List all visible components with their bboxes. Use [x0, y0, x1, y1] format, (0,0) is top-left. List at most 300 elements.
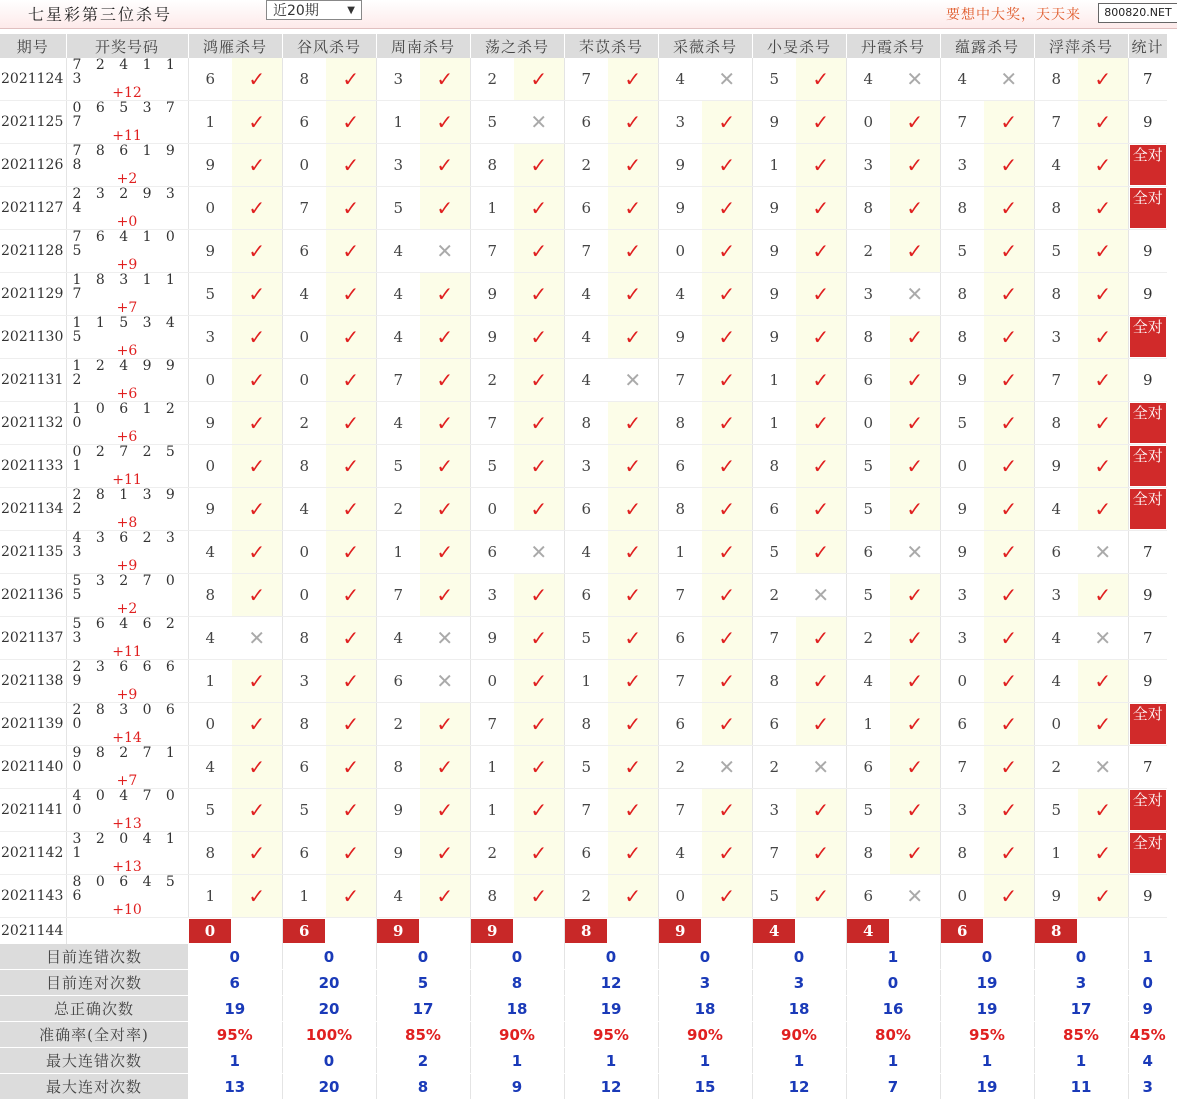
kill-number: 2: [470, 359, 514, 402]
check-icon: ✓: [890, 445, 940, 488]
kill-number: 1: [846, 703, 890, 746]
kill-number: 8: [376, 746, 420, 789]
check-icon: ✓: [608, 316, 658, 359]
check-icon: ✓: [702, 703, 752, 746]
kill-number: 7: [470, 230, 514, 273]
check-icon: ✓: [608, 187, 658, 230]
draw-offset: +13: [112, 816, 142, 832]
kill-number: 0: [658, 875, 702, 918]
check-icon: ✓: [1078, 488, 1128, 531]
current-spacer: [608, 918, 658, 945]
draw-offset: +9: [116, 558, 138, 574]
kill-number: 5: [188, 273, 232, 316]
current-kill-cell: [1034, 918, 1078, 945]
summary-label: 总正确次数: [0, 996, 188, 1022]
check-icon: ✓: [1078, 660, 1128, 703]
kill-number: 5: [752, 58, 796, 101]
stat-cell: 9: [1128, 101, 1167, 144]
summary-row: [0, 1022, 1167, 1048]
kill-number: 6: [470, 531, 514, 574]
cross-icon: ✕: [1078, 746, 1128, 789]
top-bar: [0, 0, 1177, 29]
check-icon: ✓: [232, 359, 282, 402]
table-row: [0, 359, 1167, 402]
kill-number: 9: [188, 488, 232, 531]
check-icon: ✓: [984, 230, 1034, 273]
issue-number: 2021135: [0, 531, 66, 574]
draw-digits: 7 8 6 1 9 8: [72, 143, 180, 173]
check-icon: ✓: [608, 574, 658, 617]
check-icon: ✓: [1078, 316, 1128, 359]
kill-number: 8: [188, 574, 232, 617]
summary-value: 95%: [188, 1022, 282, 1048]
check-icon: ✓: [326, 746, 376, 789]
draw-digits: 4 3 6 2 3 3: [72, 530, 180, 560]
summary-value: 1: [846, 1048, 940, 1074]
draw-numbers: [66, 445, 188, 488]
issue-number: 2021134: [0, 488, 66, 531]
kill-number: 9: [470, 316, 514, 359]
summary-value: 0: [1034, 944, 1128, 970]
kill-number: 4: [846, 58, 890, 101]
kill-number: 8: [846, 832, 890, 875]
check-icon: ✓: [890, 402, 940, 445]
summary-stat: 0: [1128, 970, 1167, 996]
table-row: [0, 832, 1167, 875]
check-icon: ✓: [890, 832, 940, 875]
summary-stat: 45%: [1128, 1022, 1167, 1048]
kill-number: 3: [752, 789, 796, 832]
kill-number: 1: [188, 875, 232, 918]
kill-number: 7: [940, 101, 984, 144]
kill-number: 8: [1034, 58, 1078, 101]
kill-number: 5: [1034, 230, 1078, 273]
kill-number: 9: [752, 101, 796, 144]
check-icon: ✓: [984, 617, 1034, 660]
check-icon: ✓: [890, 488, 940, 531]
draw-digits: 2 8 1 3 9 2: [72, 487, 180, 517]
summary-value: 1: [188, 1048, 282, 1074]
check-icon: ✓: [890, 574, 940, 617]
all-right-badge: 全对: [1130, 489, 1166, 529]
check-icon: ✓: [420, 488, 470, 531]
kill-number: 1: [470, 187, 514, 230]
kill-number: 6: [564, 101, 608, 144]
summary-value: 15: [658, 1074, 752, 1100]
kill-number: 9: [188, 402, 232, 445]
check-icon: ✓: [608, 58, 658, 101]
cross-icon: ✕: [514, 101, 564, 144]
kill-number: 2: [1034, 746, 1078, 789]
summary-value: 1: [846, 944, 940, 970]
kill-number: 5: [846, 789, 890, 832]
issue-number: 2021143: [0, 875, 66, 918]
table-row: [0, 402, 1167, 445]
kill-number: 2: [564, 875, 608, 918]
slogan-marquee: 要想中大奖，天天来: [946, 7, 1081, 23]
check-icon: ✓: [326, 58, 376, 101]
check-icon: ✓: [232, 402, 282, 445]
check-icon: ✓: [796, 402, 846, 445]
summary-value: 1: [564, 1048, 658, 1074]
draw-digits: 1 8 3 1 1 7: [72, 272, 180, 302]
table-row: [0, 531, 1167, 574]
kill-number: 4: [188, 617, 232, 660]
check-icon: ✓: [702, 144, 752, 187]
issue-number: 2021140: [0, 746, 66, 789]
kill-number: 6: [846, 875, 890, 918]
current-row: [0, 918, 1167, 945]
draw-numbers: [66, 746, 188, 789]
kill-number: 8: [1034, 273, 1078, 316]
summary-value: 90%: [752, 1022, 846, 1048]
check-icon: ✓: [420, 273, 470, 316]
all-right-badge: 全对: [1130, 446, 1166, 486]
kill-number: 8: [940, 832, 984, 875]
check-icon: ✓: [420, 316, 470, 359]
kill-number: 9: [658, 187, 702, 230]
kill-number: 3: [940, 789, 984, 832]
period-select[interactable]: [266, 0, 362, 20]
draw-numbers: [66, 617, 188, 660]
check-icon: ✓: [796, 359, 846, 402]
kill-number: 4: [564, 273, 608, 316]
stat-cell: [1128, 789, 1167, 832]
check-icon: ✓: [514, 789, 564, 832]
check-icon: ✓: [608, 746, 658, 789]
draw-numbers: [66, 531, 188, 574]
check-icon: ✓: [326, 402, 376, 445]
summary-label: 最大连错次数: [0, 1048, 188, 1074]
draw-digits: 8 0 6 4 5 6: [72, 874, 180, 904]
check-icon: ✓: [326, 789, 376, 832]
check-icon: ✓: [890, 703, 940, 746]
kill-number: 2: [376, 488, 420, 531]
kill-number: 8: [940, 187, 984, 230]
draw-digits: 3 2 0 4 1 1: [72, 831, 180, 861]
draw-numbers: [66, 574, 188, 617]
draw-numbers: [66, 230, 188, 273]
kill-number: 3: [940, 617, 984, 660]
kill-number: 2: [846, 230, 890, 273]
draw-digits: 1 2 4 9 9 2: [72, 358, 180, 388]
stat-cell: [1128, 445, 1167, 488]
summary-label: 最大连对次数: [0, 1074, 188, 1100]
check-icon: ✓: [796, 445, 846, 488]
check-icon: ✓: [514, 660, 564, 703]
kill-number: 1: [564, 660, 608, 703]
kill-number: 4: [188, 746, 232, 789]
summary-value: 85%: [1034, 1022, 1128, 1048]
draw-numbers: [66, 488, 188, 531]
kill-number: 2: [470, 832, 514, 875]
check-icon: ✓: [232, 660, 282, 703]
kill-number: 1: [376, 101, 420, 144]
check-icon: ✓: [702, 660, 752, 703]
cross-icon: ✕: [796, 574, 846, 617]
check-icon: ✓: [326, 445, 376, 488]
check-icon: ✓: [608, 445, 658, 488]
site-badge[interactable]: 800820.NET: [1098, 3, 1177, 23]
kill-number: 3: [1034, 316, 1078, 359]
check-icon: ✓: [326, 531, 376, 574]
check-icon: ✓: [890, 187, 940, 230]
current-spacer: [796, 918, 846, 945]
table-row: [0, 144, 1167, 187]
table-row: [0, 230, 1167, 273]
kill-number: 3: [940, 574, 984, 617]
draw-numbers: [66, 316, 188, 359]
summary-stat: 9: [1128, 996, 1167, 1022]
kill-number: 3: [846, 273, 890, 316]
check-icon: ✓: [796, 58, 846, 101]
check-icon: ✓: [984, 445, 1034, 488]
kill-number: 9: [752, 273, 796, 316]
draw-digits: 5 3 2 7 0 5: [72, 573, 180, 603]
summary-value: 90%: [658, 1022, 752, 1048]
kill-number: 7: [282, 187, 326, 230]
kill-number: 0: [188, 703, 232, 746]
current-kill-number: 8: [565, 919, 607, 943]
check-icon: ✓: [984, 101, 1034, 144]
check-icon: ✓: [232, 230, 282, 273]
kill-number: 1: [188, 101, 232, 144]
stat-cell: 7: [1128, 531, 1167, 574]
check-icon: ✓: [514, 316, 564, 359]
draw-numbers: [66, 789, 188, 832]
current-spacer: [232, 918, 282, 945]
check-icon: ✓: [514, 445, 564, 488]
summary-value: 0: [470, 944, 564, 970]
summary-label: 目前连错次数: [0, 944, 188, 970]
check-icon: ✓: [326, 660, 376, 703]
check-icon: ✓: [796, 703, 846, 746]
period-select-value: 近20期: [273, 3, 319, 19]
check-icon: ✓: [1078, 574, 1128, 617]
draw-offset: +10: [112, 902, 142, 918]
current-kill-number: 9: [659, 919, 701, 943]
all-right-badge: 全对: [1130, 833, 1166, 873]
draw-numbers: [66, 58, 188, 101]
check-icon: ✓: [984, 316, 1034, 359]
cross-icon: ✕: [420, 660, 470, 703]
check-icon: ✓: [796, 230, 846, 273]
kill-number: 3: [940, 144, 984, 187]
current-kill-number: 9: [471, 919, 513, 943]
summary-value: 0: [282, 1048, 376, 1074]
all-right-badge: 全对: [1130, 403, 1166, 443]
kill-number: 5: [940, 230, 984, 273]
draw-offset: +9: [116, 687, 138, 703]
kill-number: 7: [752, 832, 796, 875]
stat-cell: [1128, 488, 1167, 531]
kill-number: 6: [658, 617, 702, 660]
check-icon: ✓: [232, 101, 282, 144]
header-expert: 丹霞杀号: [846, 34, 940, 58]
summary-value: 80%: [846, 1022, 940, 1048]
check-icon: ✓: [608, 617, 658, 660]
check-icon: ✓: [702, 832, 752, 875]
kill-number: 0: [940, 875, 984, 918]
check-icon: ✓: [1078, 144, 1128, 187]
stat-cell: 9: [1128, 574, 1167, 617]
kill-number: 6: [376, 660, 420, 703]
kill-number: 7: [658, 789, 702, 832]
check-icon: ✓: [514, 359, 564, 402]
cross-icon: ✕: [984, 58, 1034, 101]
draw-numbers: [66, 402, 188, 445]
check-icon: ✓: [514, 832, 564, 875]
kill-number: 8: [564, 402, 608, 445]
check-icon: ✓: [232, 703, 282, 746]
kill-number: 6: [752, 703, 796, 746]
summary-stat: 4: [1128, 1048, 1167, 1074]
kill-number: 8: [282, 58, 326, 101]
current-kill-number: 4: [847, 919, 889, 943]
check-icon: ✓: [984, 875, 1034, 918]
draw-digits: 9 8 2 7 1 0: [72, 745, 180, 775]
check-icon: ✓: [608, 660, 658, 703]
check-icon: ✓: [890, 101, 940, 144]
kill-number: 9: [752, 230, 796, 273]
draw-offset: +7: [116, 773, 138, 789]
check-icon: ✓: [420, 101, 470, 144]
kill-number: 8: [846, 187, 890, 230]
header-expert: 蕴露杀号: [940, 34, 1034, 58]
check-icon: ✓: [326, 832, 376, 875]
kill-number: 6: [658, 703, 702, 746]
stat-cell: 9: [1128, 660, 1167, 703]
check-icon: ✓: [702, 359, 752, 402]
stat-cell: [1128, 832, 1167, 875]
summary-value: 7: [846, 1074, 940, 1100]
check-icon: ✓: [702, 101, 752, 144]
kill-number: 1: [282, 875, 326, 918]
kill-number: 5: [470, 445, 514, 488]
issue-number: 2021124: [0, 58, 66, 101]
kill-number: 3: [658, 101, 702, 144]
kill-number: 4: [564, 359, 608, 402]
kill-number: 4: [376, 617, 420, 660]
summary-value: 0: [188, 944, 282, 970]
kill-number: 1: [470, 746, 514, 789]
draw-offset: +9: [116, 257, 138, 273]
check-icon: ✓: [514, 746, 564, 789]
table-row: [0, 187, 1167, 230]
kill-number: 0: [282, 316, 326, 359]
draw-numbers: [66, 660, 188, 703]
cross-icon: ✕: [420, 617, 470, 660]
draw-digits: 5 6 4 6 2 3: [72, 616, 180, 646]
kill-number: 1: [1034, 832, 1078, 875]
current-spacer: [420, 918, 470, 945]
check-icon: ✓: [702, 316, 752, 359]
draw-offset: +7: [116, 300, 138, 316]
check-icon: ✓: [514, 488, 564, 531]
header-issue: 期号: [0, 34, 66, 58]
summary-value: 11: [1034, 1074, 1128, 1100]
kill-number: 3: [188, 316, 232, 359]
summary-value: 19: [940, 970, 1034, 996]
kill-number: 8: [658, 488, 702, 531]
issue-number: 2021129: [0, 273, 66, 316]
draw-digits: 4 0 4 7 0 0: [72, 788, 180, 818]
kill-number: 0: [1034, 703, 1078, 746]
kill-number: 1: [752, 359, 796, 402]
stat-cell: 9: [1128, 359, 1167, 402]
all-right-badge: 全对: [1130, 145, 1166, 185]
check-icon: ✓: [326, 703, 376, 746]
check-icon: ✓: [326, 101, 376, 144]
kill-number: 5: [282, 789, 326, 832]
check-icon: ✓: [608, 144, 658, 187]
table-row: [0, 703, 1167, 746]
check-icon: ✓: [702, 789, 752, 832]
cross-icon: ✕: [890, 531, 940, 574]
summary-value: 12: [564, 1074, 658, 1100]
summary-value: 19: [188, 996, 282, 1022]
page-title: 七星彩第三位杀号: [28, 5, 173, 24]
kill-number: 5: [752, 531, 796, 574]
draw-numbers: [66, 875, 188, 918]
check-icon: ✓: [420, 402, 470, 445]
check-icon: ✓: [890, 617, 940, 660]
summary-value: 8: [470, 970, 564, 996]
current-kill-cell: [376, 918, 420, 945]
check-icon: ✓: [420, 58, 470, 101]
kill-number: 7: [940, 746, 984, 789]
kill-number: 0: [846, 402, 890, 445]
summary-row: [0, 1074, 1167, 1100]
kill-number: 2: [376, 703, 420, 746]
cross-icon: ✕: [890, 58, 940, 101]
kill-number: 7: [658, 660, 702, 703]
all-right-badge: 全对: [1130, 790, 1166, 830]
table-row: [0, 617, 1167, 660]
kill-number: 5: [1034, 789, 1078, 832]
kill-number: 9: [376, 789, 420, 832]
issue-number: 2021128: [0, 230, 66, 273]
summary-value: 8: [376, 1074, 470, 1100]
summary-value: 20: [282, 996, 376, 1022]
check-icon: ✓: [232, 531, 282, 574]
kill-number: 7: [470, 402, 514, 445]
kill-number: 8: [282, 445, 326, 488]
check-icon: ✓: [608, 230, 658, 273]
summary-value: 17: [376, 996, 470, 1022]
summary-value: 18: [470, 996, 564, 1022]
kill-number: 1: [658, 531, 702, 574]
kill-number: 8: [940, 316, 984, 359]
kill-number: 1: [188, 660, 232, 703]
summary-row: [0, 970, 1167, 996]
check-icon: ✓: [890, 144, 940, 187]
kill-number: 9: [752, 187, 796, 230]
current-kill-number: 6: [941, 919, 983, 943]
kill-number: 0: [282, 144, 326, 187]
kill-number: 5: [376, 187, 420, 230]
check-icon: ✓: [702, 230, 752, 273]
check-icon: ✓: [232, 187, 282, 230]
draw-offset: +11: [112, 128, 142, 144]
kill-number: 5: [846, 445, 890, 488]
current-spacer: [514, 918, 564, 945]
kill-number: 9: [188, 230, 232, 273]
current-kill-cell: [564, 918, 608, 945]
kill-number: 6: [846, 746, 890, 789]
current-issue: 2021144: [0, 918, 66, 945]
check-icon: ✓: [514, 574, 564, 617]
